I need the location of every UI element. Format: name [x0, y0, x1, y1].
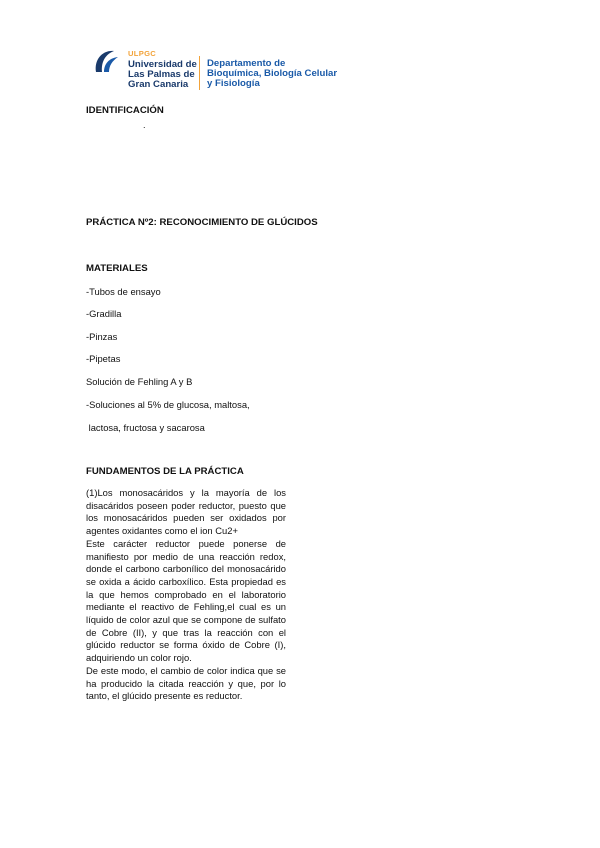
fundamentals-heading: FUNDAMENTOS DE LA PRÁCTICA [86, 466, 244, 477]
material-item: Solución de Fehling A y B [86, 376, 193, 387]
university-logo [92, 44, 342, 90]
material-item: -Pinzas [86, 331, 118, 342]
identification-heading: IDENTIFICACIÓN [86, 105, 164, 116]
material-item: -Pipetas [86, 353, 121, 364]
material-item: -Soluciones al 5% de glucosa, maltosa, [86, 399, 250, 410]
logo-divider [199, 56, 200, 90]
university-line-2: Las Palmas de [128, 69, 195, 80]
practice-title: PRÁCTICA Nº2: RECONOCIMIENTO DE GLÚCIDOS [86, 217, 318, 228]
ulpgc-emblem-icon [92, 46, 124, 78]
fundamentals-paragraph-2: Este carácter reductor puede ponerse de manifiesto por medio de una reacción redox, donde el carbono carbonílico del monosacárido se oxida a ácido carboxílico. Esta propiedad es la que hemos comprobado en el laboratorio mediante el reactivo de Fehling,el cual es un líquido de color azul que se compone de sulfato de Cobre (II), y que tras la reacción con el glúcido reductor se forma óxido de Cobre (I), adquiriendo un color rojo. [86, 537, 286, 664]
fundamentals-paragraph-3: De este modo, el cambio de color indica que se ha producido la citada reacción y que, por lo tanto, el glúcido presente es reductor. [86, 664, 286, 702]
department-name [207, 59, 337, 89]
material-item: -Gradilla [86, 308, 122, 319]
department-line-3: y Fisiología [207, 78, 260, 89]
department-line-1: Departamento de [207, 58, 286, 69]
university-line-3: Gran Canaria [128, 79, 189, 90]
material-item: lactosa, fructosa y sacarosa [86, 422, 205, 433]
university-line-1: Universidad de [128, 59, 197, 70]
department-line-2: Bioquímica, Biología Celular [207, 68, 338, 79]
university-name [128, 49, 197, 90]
university-acronym: ULPGC [128, 49, 157, 58]
fundamentals-body [86, 487, 286, 703]
materials-heading: MATERIALES [86, 263, 148, 274]
identification-mark: . [143, 120, 146, 130]
fundamentals-paragraph-1: (1)Los monosacáridos y la mayoría de los disacáridos poseen poder reductor, puesto que los monosacáridos pueden ser oxidados por agentes oxidantes como el ion Cu2+ [86, 487, 286, 537]
material-item: -Tubos de ensayo [86, 286, 161, 297]
